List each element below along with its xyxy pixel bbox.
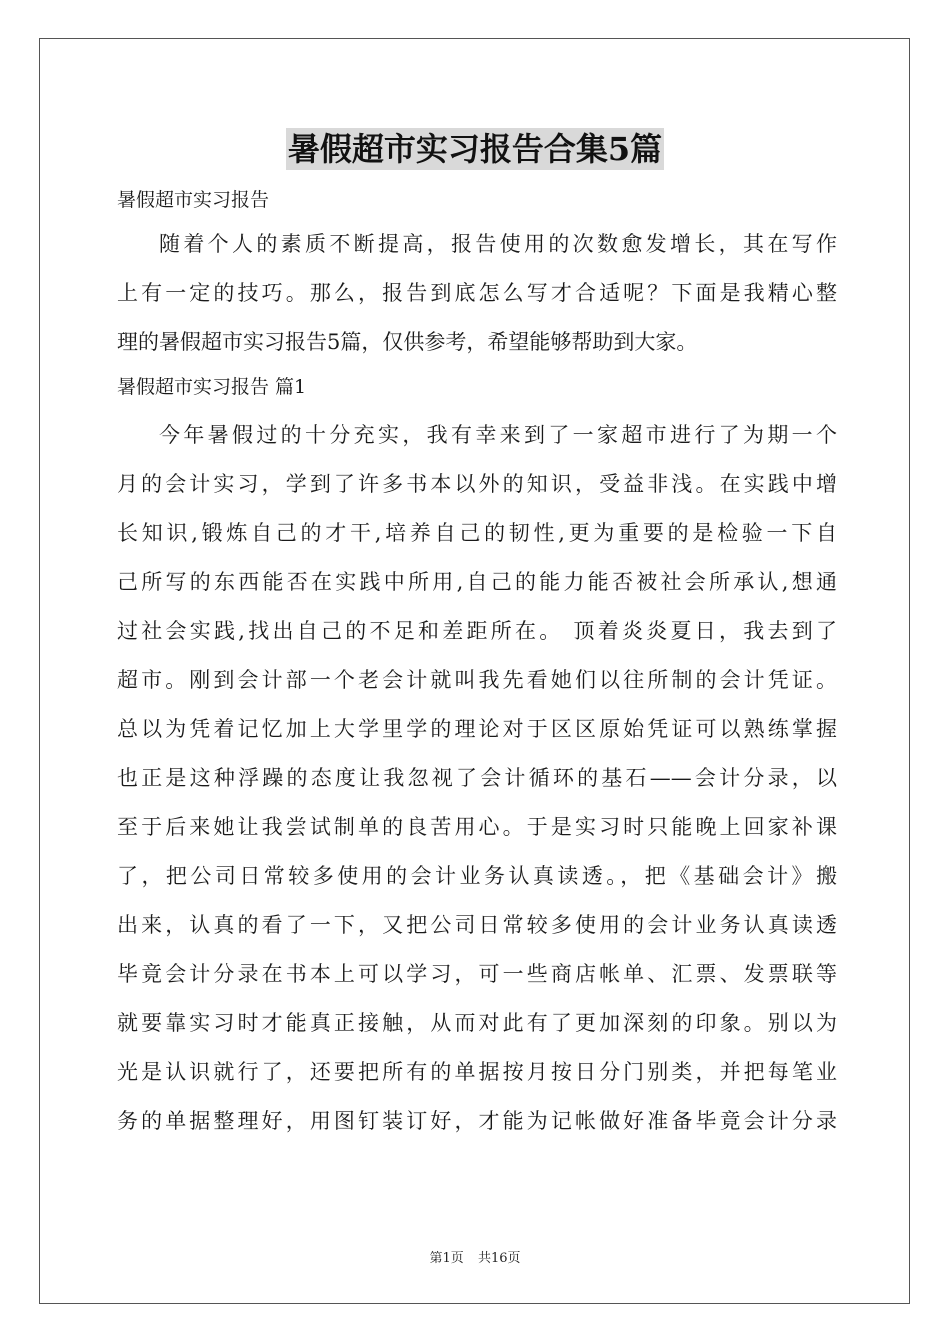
body-line: 光是认识就行了，还要把所有的单据按月按日分门别类，并把每笔业 bbox=[117, 1060, 837, 1084]
intro-heading: 暑假超市实习报告 bbox=[117, 189, 270, 211]
intro-line: 理的暑假超市实习报告5篇，仅供参考，希望能够帮助到大家。 bbox=[117, 330, 698, 354]
page-number: 第1页 bbox=[429, 1251, 464, 1266]
page-total: 共16页 bbox=[477, 1251, 521, 1266]
page-footer bbox=[0, 1247, 950, 1266]
body-line: 过社会实践,找出自己的不足和差距所在。 顶着炎炎夏日，我去到了 bbox=[117, 619, 837, 643]
intro-line: 上有一定的技巧。那么，报告到底怎么写才合适呢？下面是我精心整 bbox=[117, 281, 837, 305]
body-line: 总以为凭着记忆加上大学里学的理论对于区区原始凭证可以熟练掌握 bbox=[117, 717, 837, 741]
body-line: 就要靠实习时才能真正接触，从而对此有了更加深刻的印象。别以为 bbox=[117, 1011, 837, 1035]
body-line: 毕竟会计分录在书本上可以学习，可一些商店帐单、汇票、发票联等 bbox=[117, 962, 837, 986]
body-line: 己所写的东西能否在实践中所用,自己的能力能否被社会所承认,想通 bbox=[117, 570, 837, 594]
title-container bbox=[0, 128, 950, 170]
document-title: 暑假超市实习报告合集5篇 bbox=[287, 130, 663, 168]
body-line: 也正是这种浮躁的态度让我忽视了会计循环的基石——会计分录，以 bbox=[117, 766, 837, 790]
body-line: 月的会计实习，学到了许多书本以外的知识，受益非浅。在实践中增 bbox=[117, 472, 837, 496]
body-line: 今年暑假过的十分充实，我有幸来到了一家超市进行了为期一个 bbox=[159, 423, 837, 447]
body-line: 长知识,锻炼自己的才干,培养自己的韧性,更为重要的是检验一下自 bbox=[117, 521, 837, 545]
body-line: 务的单据整理好，用图钉装订好，才能为记帐做好准备毕竟会计分录 bbox=[117, 1109, 837, 1133]
section-heading: 暑假超市实习报告 篇1 bbox=[117, 376, 307, 398]
body-line: 超市。刚到会计部一个老会计就叫我先看她们以往所制的会计凭证。 bbox=[117, 668, 837, 692]
body-line: 了，把公司日常较多使用的会计业务认真读透。，把《基础会计》搬 bbox=[117, 864, 837, 888]
intro-line: 随着个人的素质不断提高，报告使用的次数愈发增长，其在写作 bbox=[159, 232, 837, 256]
document-body bbox=[117, 180, 837, 1146]
body-line: 至于后来她让我尝试制单的良苦用心。于是实习时只能晚上回家补课 bbox=[117, 815, 837, 839]
body-line: 出来，认真的看了一下，又把公司日常较多使用的会计业务认真读透 bbox=[117, 913, 837, 937]
